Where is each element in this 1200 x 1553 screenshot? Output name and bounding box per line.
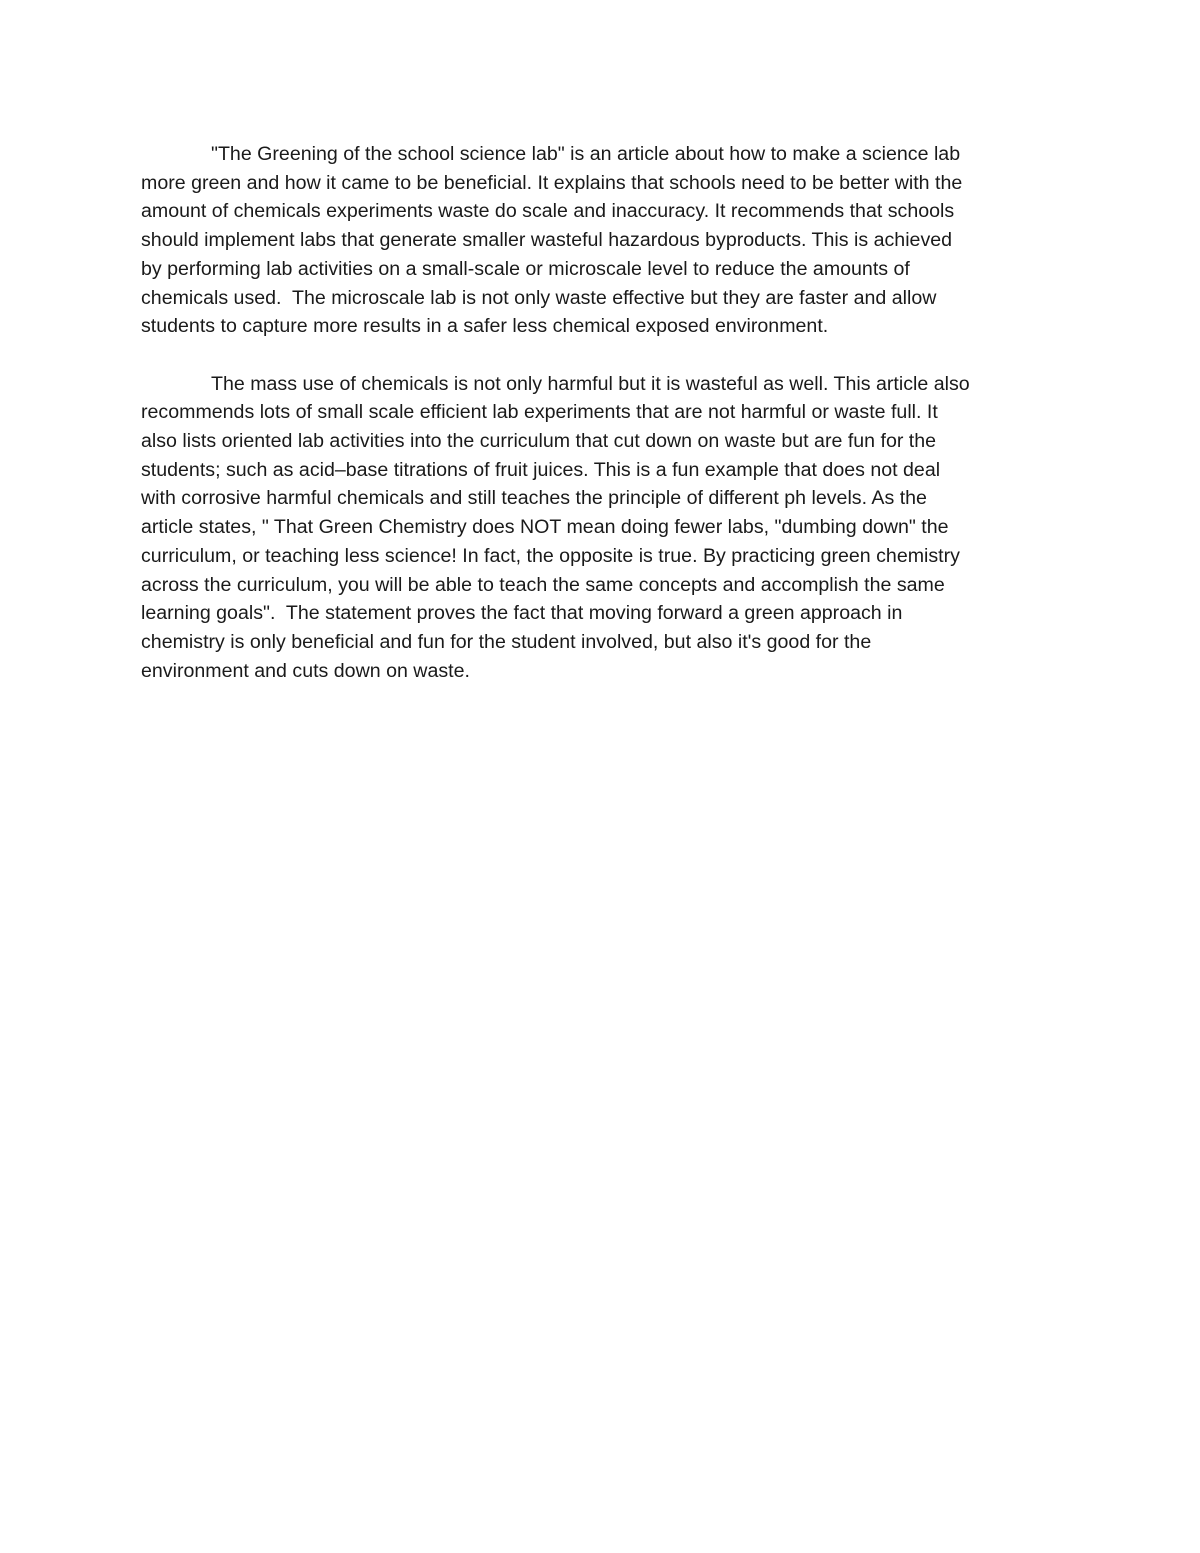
paragraph-line: chemistry is only beneficial and fun for the student involved, but also it's good for the (141, 630, 872, 653)
paragraph-line: article states, " That Green Chemistry does NOT mean doing fewer labs, "dumbing down" the (141, 516, 949, 539)
paragraph-line: should implement labs that generate smaller wasteful hazardous byproducts. This is achieved (141, 229, 953, 252)
paragraph-2 (141, 370, 1061, 686)
paragraph-line: amount of chemicals experiments waste do scale and inaccuracy. It recommends that schools (141, 200, 955, 223)
paragraph-line: environment and cuts down on waste. (141, 659, 470, 682)
paragraph-line: also lists oriented lab activities into the curriculum that cut down on waste but are fun for the (141, 430, 937, 453)
paragraph-line: across the curriculum, you will be able to teach the same concepts and accomplish the same (141, 573, 945, 596)
document-body (141, 140, 1061, 714)
paragraph-line: by performing lab activities on a small-scale or microscale level to reduce the amounts of (141, 257, 910, 280)
paragraph-1 (141, 140, 1061, 341)
paragraph-line: curriculum, or teaching less science! In fact, the opposite is true. By practicing green chemistry (141, 544, 960, 567)
paragraph-line: "The Greening of the school science lab" is an article about how to make a science lab (211, 143, 961, 165)
paragraph-line: learning goals". The statement proves the fact that moving forward a green approach in (141, 602, 903, 625)
paragraph-line: with corrosive harmful chemicals and still teaches the principle of different ph levels. As the (141, 487, 927, 510)
paragraph-line: The mass use of chemicals is not only harmful but it is wasteful as well. This article also (211, 372, 970, 395)
paragraph-line: chemicals used. The microscale lab is not only waste effective but they are faster and allow (141, 286, 937, 309)
paragraph-line: more green and how it came to be beneficial. It explains that schools need to be better with the (141, 171, 963, 194)
paragraph-line: recommends lots of small scale efficient lab experiments that are not harmful or waste full. It (141, 401, 938, 424)
paragraph-line: students to capture more results in a safer less chemical exposed environment. (141, 315, 829, 338)
paragraph-line: students; such as acid–base titrations of fruit juices. This is a fun example that does not deal (141, 458, 941, 481)
